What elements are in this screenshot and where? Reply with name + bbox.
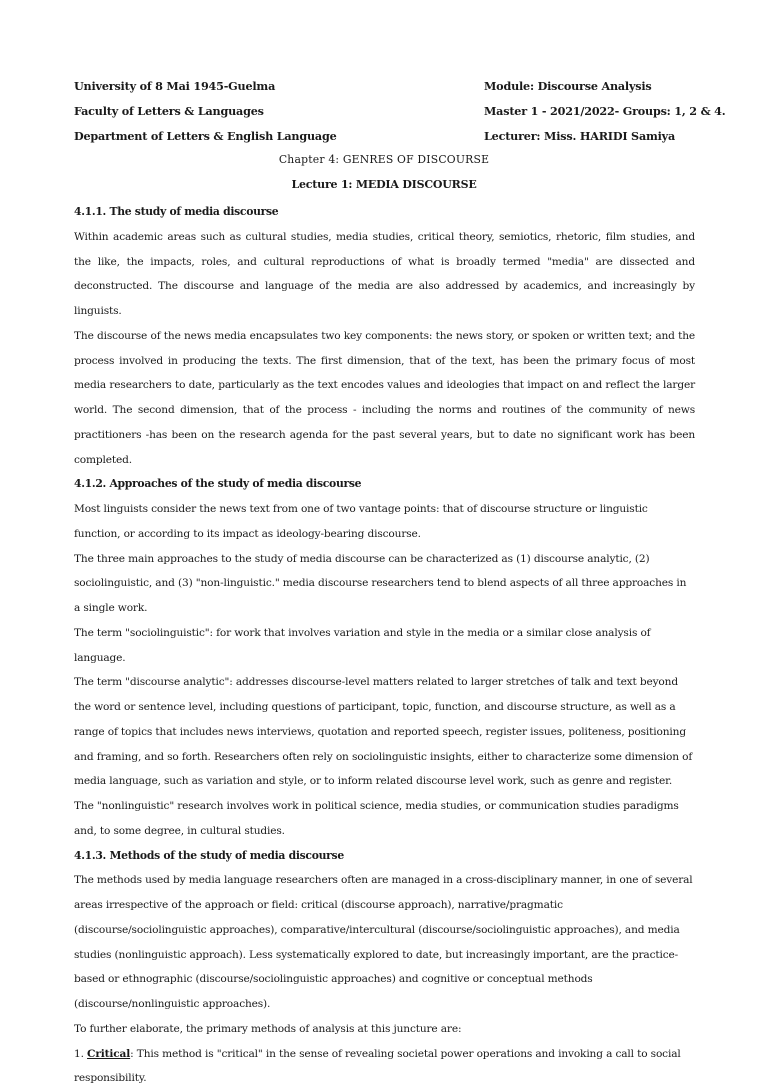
master-groups: Master 1 - 2021/2022- Groups: 1, 2 & 4. xyxy=(484,104,725,118)
faculty-name: Faculty of Letters & Languages xyxy=(74,104,264,118)
paragraph: Most linguists consider the news text from one of two vantage points: that of discourse structure or linguistic function, or according to its impact as ideology-bearing discourse. xyxy=(74,497,695,547)
list-item xyxy=(74,1042,695,1091)
paragraph: The term "sociolinguistic": for work that involves variation and style in the media or a similar close analysis of language. xyxy=(74,621,695,671)
section-heading: 4.1.3. Methods of the study of media discourse xyxy=(74,844,695,869)
paragraph: The discourse of the news media encapsulates two key components: the news story, or spoken or written text; and the process involved in producing the texts. The first dimension, that of the text, has been the primary focus of most media researchers to date, particularly as the text encodes values and ideologies that impact on and reflect the larger world. The second dimension, that of the process - including the norms and routines of the community of news practitioners -has been on the research agenda for the past several years, but to date no significant work has been completed. xyxy=(74,324,695,473)
section-heading: 4.1.1. The study of media discourse xyxy=(74,200,695,225)
university-name: University of 8 Mai 1945-Guelma xyxy=(74,79,275,93)
chapter-title: Chapter 4: GENRES OF DISCOURSE xyxy=(0,153,768,166)
paragraph: To further elaborate, the primary methods of analysis at this juncture are: xyxy=(74,1017,695,1042)
list-item-number: 1. xyxy=(74,1048,87,1060)
list-item-text: : This method is "critical" in the sense of revealing societal power operations and invoking a call to social responsibility. xyxy=(74,1048,681,1085)
paragraph: The methods used by media language researchers often are managed in a cross-disciplinary manner, in one of several areas irrespective of the approach or field: critical (discourse approach), narrative/pragmatic (discourse/sociolinguistic approaches), comparative/intercultural (discourse/sociolinguistic approaches), and media studies (nonlinguistic approach). Less systematically explored to date, but increasingly important, are the practice-based or ethnographic (discourse/sociolinguistic approaches) and cognitive or conceptual methods (discourse/nonlinguistic approaches). xyxy=(74,868,695,1017)
section-heading: 4.1.2. Approaches of the study of media discourse xyxy=(74,472,695,497)
module-name: Module: Discourse Analysis xyxy=(484,79,652,93)
lecture-title: Lecture 1: MEDIA DISCOURSE xyxy=(0,178,768,191)
paragraph: The three main approaches to the study of media discourse can be characterized as (1) discourse analytic, (2) sociolinguistic, and (3) "non-linguistic." media discourse researchers tend to blend aspects of all three approaches in a single work. xyxy=(74,547,695,621)
paragraph: Within academic areas such as cultural studies, media studies, critical theory, semiotics, rhetoric, film studies, and the like, the impacts, roles, and cultural reproductions of what is broadly termed "media" are dissected and deconstructed. The discourse and language of the media are also addressed by academics, and increasingly by linguists. xyxy=(74,225,695,324)
list-item-term: Critical xyxy=(87,1048,130,1060)
paragraph: The term "discourse analytic": addresses discourse-level matters related to larger stretches of talk and text beyond the word or sentence level, including questions of participant, topic, function, and discourse structure, as well as a range of topics that includes news interviews, quotation and reported speech, register issues, politeness, positioning and framing, and so forth. Researchers often rely on sociolinguistic insights, either to characterize some dimension of media language, such as variation and style, or to inform related discourse level work, such as genre and register. xyxy=(74,670,695,794)
department-name: Department of Letters & English Language xyxy=(74,129,337,143)
document-body xyxy=(74,200,695,1091)
lecturer-name: Lecturer: Miss. HARIDI Samiya xyxy=(484,129,675,143)
paragraph: The "nonlinguistic" research involves work in political science, media studies, or communication studies paradigms and, to some degree, in cultural studies. xyxy=(74,794,695,844)
